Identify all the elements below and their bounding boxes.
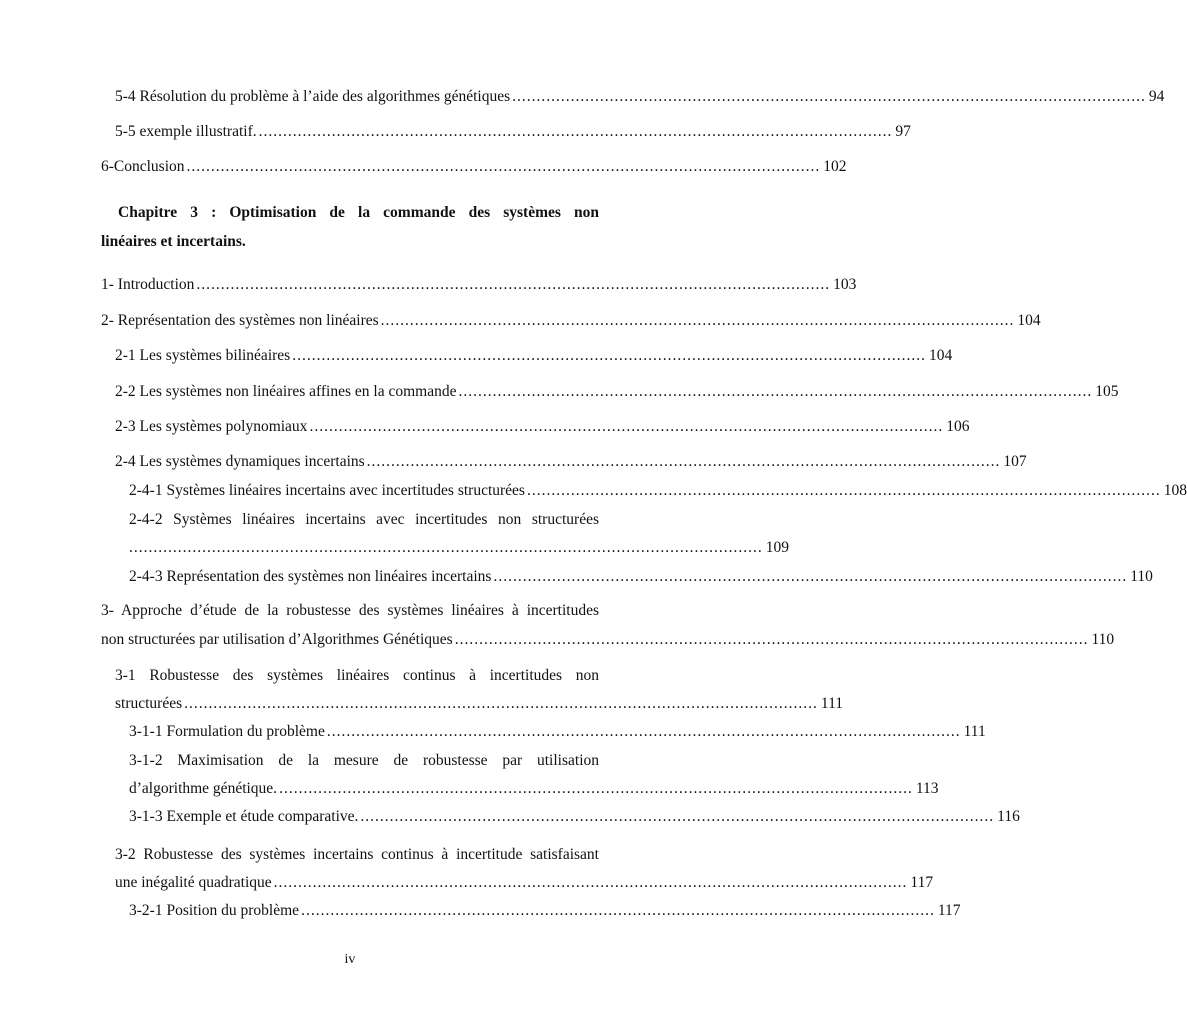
toc-entry-label: 3-1-3 Exemple et étude comparative.: [129, 808, 359, 825]
leader-dots: ..................................................................................................................................: [196, 276, 831, 293]
toc-entry-label-line1[interactable]: 3- Approche d’étude de la robustesse des systèmes linéaires à incertitudes: [101, 602, 599, 619]
toc-entry-label-line1[interactable]: 3-1 Robustesse des systèmes linéaires continus à incertitudes non: [115, 667, 599, 684]
toc-entry-page: 116: [997, 808, 1020, 825]
chapter-heading-line1: Chapitre 3 : Optimisation de la commande des systèmes non: [118, 204, 599, 221]
toc-entry-label-line1[interactable]: 3-2 Robustesse des systèmes incertains continus à incertitude satisfaisant: [115, 846, 599, 863]
toc-entry[interactable]: [115, 417, 970, 437]
toc-entry-page: 109: [765, 539, 789, 556]
toc-entry-page: 106: [946, 418, 970, 435]
toc-entry-label: 3-2-1 Position du problème: [129, 902, 300, 919]
leader-dots: ..................................................................................................................................: [292, 347, 926, 364]
page-number: iv: [344, 952, 356, 967]
toc-entry-label: 5-5 exemple illustratif.: [115, 123, 257, 140]
leader-dots: ..................................................................................................................................: [526, 482, 1161, 499]
toc-entry-page: 110: [1091, 631, 1115, 648]
toc-entry-page: 103: [833, 276, 857, 293]
toc-entry-page: 110: [1130, 568, 1153, 585]
toc-entry-label: 2-4 Les systèmes dynamiques incertains: [115, 453, 365, 470]
leader-dots: ..................................................................................................................................: [301, 902, 935, 919]
leader-dots: ..................................................................................................................................: [184, 695, 818, 712]
toc-entry-page: 105: [1095, 383, 1119, 400]
toc-entry-page: 111: [963, 723, 986, 740]
toc-entry-label-line1[interactable]: 2-4-2 Systèmes linéaires incertains avec incertitudes non structurées: [129, 511, 599, 528]
toc-entry[interactable]: [101, 275, 857, 295]
leader-dots: ..................................................................................................................................: [273, 874, 908, 891]
leader-dots: ..................................................................................................................................: [493, 568, 1128, 585]
toc-entry[interactable]: [115, 87, 1165, 107]
toc-entry-page: 111: [820, 695, 843, 712]
toc-entry-page: 107: [1003, 453, 1027, 470]
toc-entry-page: 94: [1148, 88, 1165, 105]
toc-entry-page: 117: [937, 902, 961, 919]
toc-entry-label: 2-4-3 Représentation des systèmes non linéaires incertains: [129, 568, 492, 585]
toc-entry-label-line2: une inégalité quadratique: [115, 874, 272, 891]
toc-entry-label: 2-2 Les systèmes non linéaires affines en la commande: [115, 383, 457, 400]
toc-entry[interactable]: [115, 873, 934, 893]
toc-entry-label: 2-1 Les systèmes bilinéaires: [115, 347, 291, 364]
toc-entry-label: 2- Représentation des systèmes non linéaires: [101, 312, 379, 329]
leader-dots: ..................................................................................................................................: [380, 312, 1015, 329]
leader-dots: ..................................................................................................................................: [360, 808, 995, 825]
toc-entry[interactable]: [115, 452, 1027, 472]
toc-entry-label-line2: d’algorithme génétique.: [129, 780, 278, 797]
leader-dots: ..................................................................................................................................: [279, 780, 913, 797]
leader-dots: ..................................................................................................................................: [512, 88, 1146, 105]
toc-entry[interactable]: [115, 346, 953, 366]
leader-dots: ..................................................................................................................................: [258, 123, 893, 140]
leader-dots: ..................................................................................................................................: [366, 453, 1001, 470]
leader-dots: ..................................................................................................................................: [326, 723, 961, 740]
toc-entry-label: 6-Conclusion: [101, 158, 185, 175]
toc-entry[interactable]: [129, 807, 1020, 827]
toc-entry[interactable]: [129, 779, 939, 799]
toc-entry-page: 104: [1017, 312, 1041, 329]
toc-entry[interactable]: [101, 630, 1115, 650]
toc-entry[interactable]: [129, 901, 961, 921]
leader-dots: ..................................................................................................................................: [454, 631, 1089, 648]
toc-entry[interactable]: [115, 122, 911, 142]
leader-dots: ..................................................................................................................................: [458, 383, 1093, 400]
toc-entry-label: 1- Introduction: [101, 276, 195, 293]
toc-entry[interactable]: [101, 311, 1041, 331]
toc-entry-page: 104: [928, 347, 953, 364]
leader-dots: ..................................................................................................................................: [129, 539, 763, 556]
toc-entry[interactable]: [129, 722, 986, 742]
toc-entry-label: 5-4 Résolution du problème à l’aide des algorithmes génétiques: [115, 88, 511, 105]
chapter-heading-line2: linéaires et incertains.: [101, 233, 246, 250]
toc-entry-label-line2: structurées: [115, 695, 183, 712]
toc-entry[interactable]: [115, 382, 1119, 402]
toc-entry[interactable]: [129, 538, 789, 558]
toc-entry-label: 3-1-1 Formulation du problème: [129, 723, 325, 740]
toc-entry[interactable]: [115, 694, 843, 714]
toc-entry-page: 97: [895, 123, 911, 140]
toc-entry[interactable]: [129, 567, 1153, 587]
toc-entry-page: 102: [823, 158, 847, 175]
toc-entry-label: 2-3 Les systèmes polynomiaux: [115, 418, 308, 435]
toc-entry[interactable]: [129, 481, 1187, 501]
toc-entry-page: 117: [910, 874, 934, 891]
toc-entry-label: 2-4-1 Systèmes linéaires incertains avec incertitudes structurées: [129, 482, 525, 499]
leader-dots: ..................................................................................................................................: [186, 158, 821, 175]
toc-entry-label-line2: non structurées par utilisation d’Algorithmes Génétiques: [101, 631, 453, 648]
leader-dots: ..................................................................................................................................: [309, 418, 944, 435]
toc-entry-page: 108: [1163, 482, 1187, 499]
toc-entry[interactable]: [101, 157, 847, 177]
toc-entry-label-line1[interactable]: 3-1-2 Maximisation de la mesure de robustesse par utilisation: [129, 752, 599, 769]
toc-entry-page: 113: [915, 780, 939, 797]
